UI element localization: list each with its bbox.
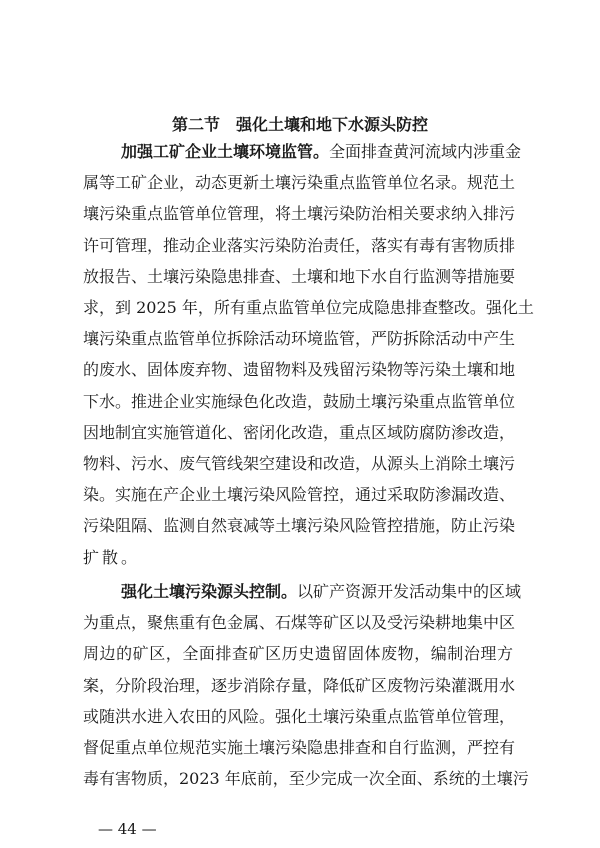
paragraph-line <box>83 203 516 225</box>
line-text: 物料、污水、废气管线架空建设和改造，从源头上消除土壤污 <box>83 454 516 473</box>
line-text: 全面排查黄河流域内涉重金 <box>329 142 522 161</box>
paragraph-line <box>83 328 516 350</box>
paragraph-lead-heading: 强化土壤污染源头控制。 <box>121 582 298 601</box>
paragraph-line <box>83 484 516 506</box>
line-text: 因地制宜实施管道化、密闭化改造，重点区域防腐防渗改造， <box>83 422 516 442</box>
paragraph-line <box>83 172 516 194</box>
paragraph-line <box>83 547 513 569</box>
line-text: 污染阻隔、监测自然衰减等土壤污染风险管控措施，防止污染 <box>83 516 516 536</box>
line-text: 以矿产资源开发活动集中的区域 <box>297 582 522 601</box>
paragraph-line <box>83 453 516 475</box>
paragraph-line <box>83 643 513 665</box>
line-text: 或随洪水进入农田的风险。强化土壤污染重点监管单位管理， <box>83 706 516 726</box>
line-text: 为重点，聚焦重有色金属、石煤等矿区以及受污染耕地集中区 <box>83 613 516 633</box>
line-text: 壤污染重点监管单位管理，将土壤污染防治相关要求纳入排污 <box>83 204 516 224</box>
line-text: 放报告、土壤污染隐患排查、土壤和地下水自行监测等措施要 <box>83 266 516 286</box>
section-heading: 强化土壤和地下水源头防控 <box>236 115 429 134</box>
line-text: 壤污染重点监管单位拆除活动环境监管，严防拆除活动中产生 <box>83 329 516 349</box>
paragraph-lead-heading: 加强工矿企业土壤环境监管。 <box>121 142 330 161</box>
paragraph-line <box>83 675 516 697</box>
paragraph-line <box>83 515 516 537</box>
paragraph-line <box>83 297 534 319</box>
line-text: 案，分阶段治理，逐步消除存量，降低矿区废物污染灌溉用水 <box>83 675 516 695</box>
paragraph-line <box>83 266 516 288</box>
paragraph-first-line <box>121 141 522 163</box>
line-text: 督促重点单位规范实施土壤污染隐患排查和自行监测，严控有 <box>83 738 516 757</box>
paragraph-line <box>83 391 516 413</box>
page-number: — 44 — <box>98 820 157 838</box>
line-text: 扩散。 <box>83 547 141 567</box>
paragraph-line <box>83 768 529 790</box>
line-text: 许可管理，推动企业落实污染防治责任，落实有毒有害物质排 <box>83 235 516 255</box>
paragraph-line <box>83 706 516 728</box>
paragraph-line <box>83 235 516 257</box>
line-text: 下水。推进企业实施绿色化改造，鼓励土壤污染重点监管单位 <box>83 391 516 411</box>
line-text: 周边的矿区，全面排查矿区历史遗留固体废物，编制治理方 <box>83 644 513 664</box>
line-text: 求，到 2025 年，所有重点监管单位完成隐患排查整改。强化土 <box>83 298 534 317</box>
paragraph-first-line <box>121 581 522 603</box>
paragraph-line <box>83 359 516 381</box>
line-text: 属等工矿企业，动态更新土壤污染重点监管单位名录。规范土 <box>83 173 516 193</box>
line-text: 毒有害物质，2023 年底前，至少完成一次全面、系统的土壤污 <box>83 769 529 789</box>
section-title <box>0 112 600 135</box>
section-number: 第二节 <box>171 115 220 134</box>
line-text: 的废水、固体废弃物、遗留物料及残留污染物等污染土壤和地 <box>83 360 516 380</box>
line-text: 染。实施在产企业土壤污染风险管控，通过采取防渗漏改造、 <box>83 485 516 505</box>
paragraph-line <box>83 737 516 759</box>
paragraph-line <box>83 612 516 634</box>
paragraph-line <box>83 422 516 444</box>
